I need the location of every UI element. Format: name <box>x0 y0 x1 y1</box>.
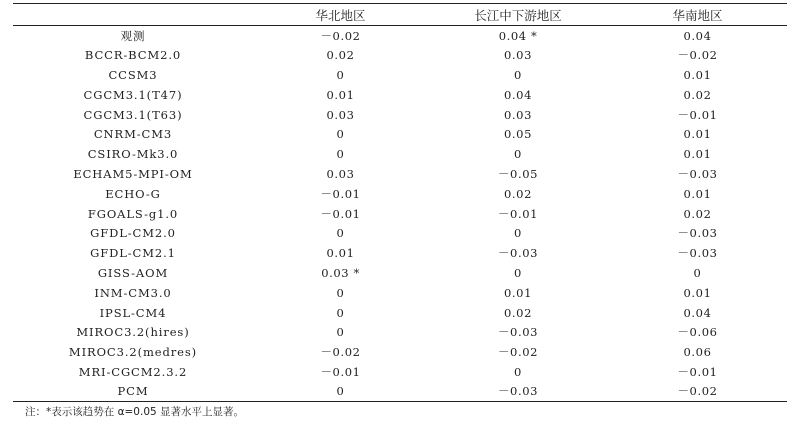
table-row <box>13 124 787 144</box>
table-row <box>13 204 787 224</box>
table-row <box>13 243 787 263</box>
model-name: GFDL-CM2.1 <box>90 246 176 261</box>
yangtze-value: －0.03 <box>428 382 608 402</box>
table-row <box>13 85 787 105</box>
model-name: MIROC3.2(hires) <box>76 325 190 340</box>
yangtze-value: －0.03 <box>497 246 539 261</box>
south-china-value: －0.01 <box>677 107 718 122</box>
table-row <box>13 263 787 283</box>
yangtze-value: －0.01 <box>497 206 539 221</box>
south-china-value: －0.03 <box>677 246 718 261</box>
model-name: ECHO-G <box>105 186 161 201</box>
yangtze-value: 0.05 <box>503 127 532 142</box>
north-china-value: 0 <box>336 285 345 300</box>
north-china-value: －0.01 <box>320 364 361 379</box>
north-china-value: －0.02 <box>320 345 361 360</box>
south-china-value: 0.01 <box>683 186 712 201</box>
south-china-value: －0.02 <box>677 48 718 63</box>
model-name: CGCM3.1(T47) <box>83 87 183 102</box>
yangtze-value: 0 <box>514 265 522 280</box>
table-row <box>13 342 787 362</box>
south-china-value: 0.02 <box>683 87 712 102</box>
north-china-value: 0.03 <box>326 166 355 181</box>
north-china-value: 0 <box>336 325 345 340</box>
yangtze-value: 0 <box>514 364 522 379</box>
table-header-row <box>13 4 787 26</box>
model-name: CCSM3 <box>108 67 158 82</box>
north-china-value: －0.02 <box>320 28 361 43</box>
south-china-value: 0.06 <box>683 345 712 360</box>
yangtze-value: －0.05 <box>497 166 539 181</box>
model-name: CSIRO-Mk3.0 <box>87 147 179 162</box>
north-china-value: 0 <box>336 127 345 142</box>
north-china-value: 0 <box>336 67 345 82</box>
table-row <box>13 184 787 204</box>
header-south-china: 华南地区 <box>608 4 787 26</box>
south-china-value: 0.01 <box>683 147 712 162</box>
south-china-value: －0.06 <box>677 325 718 340</box>
table-row <box>13 26 787 46</box>
south-china-value: 0 <box>693 265 702 280</box>
yangtze-value: 0.04 <box>503 87 532 102</box>
south-china-value: 0.04 <box>683 28 712 43</box>
yangtze-value: 0.03 <box>503 48 532 63</box>
model-name: PCM <box>13 382 253 402</box>
table-row <box>13 362 787 382</box>
north-china-value: 0.03 * <box>321 265 360 280</box>
south-china-value: 0.01 <box>683 127 712 142</box>
north-china-value: 0 <box>336 226 345 241</box>
header-model <box>13 4 253 26</box>
table-row <box>13 382 787 402</box>
model-name: BCCR-BCM2.0 <box>84 48 182 63</box>
model-name: GISS-AOM <box>97 265 169 280</box>
table-row <box>13 283 787 303</box>
south-china-value: －0.02 <box>608 382 787 402</box>
north-china-value: 0.01 <box>326 246 355 261</box>
trend-table <box>13 3 787 402</box>
north-china-value: 0 <box>336 147 345 162</box>
header-yangtze-region: 长江中下游地区 <box>428 4 608 26</box>
table-row <box>13 303 787 323</box>
south-china-value: 0.01 <box>683 67 712 82</box>
north-china-value: －0.01 <box>320 206 361 221</box>
yangtze-value: 0.04 * <box>498 28 538 43</box>
yangtze-value: －0.02 <box>497 345 539 360</box>
north-china-value: 0.01 <box>326 87 355 102</box>
table-row <box>13 223 787 243</box>
model-name: FGOALS-g1.0 <box>87 206 179 221</box>
table-row <box>13 105 787 125</box>
yangtze-value: 0.02 <box>503 305 532 320</box>
south-china-value: 0.02 <box>683 206 712 221</box>
table-row <box>13 45 787 65</box>
model-name: ECHAM5-MPI-OM <box>73 166 193 181</box>
trend-table-container <box>13 3 787 402</box>
yangtze-value: －0.03 <box>497 325 539 340</box>
south-china-value: －0.01 <box>677 364 718 379</box>
north-china-value: 0.03 <box>326 107 355 122</box>
model-name: CGCM3.1(T63) <box>83 107 183 122</box>
south-china-value: 0.01 <box>683 285 712 300</box>
model-name: GFDL-CM2.0 <box>90 226 176 241</box>
yangtze-value: 0.01 <box>503 285 532 300</box>
yangtze-value: 0 <box>514 226 522 241</box>
yangtze-value: 0.02 <box>503 186 532 201</box>
yangtze-value: 0.03 <box>503 107 532 122</box>
table-footnote: 注：*表示该趋势在 α=0.05 显著水平上显著。 <box>25 406 245 418</box>
south-china-value: －0.03 <box>677 226 718 241</box>
north-china-value: 0.02 <box>326 48 355 63</box>
table-body <box>13 26 787 402</box>
table-row <box>13 65 787 85</box>
model-name: MIROC3.2(medres) <box>68 345 198 360</box>
model-name: 观测 <box>120 28 146 43</box>
table-row <box>13 322 787 342</box>
north-china-value: 0 <box>253 382 428 402</box>
south-china-value: －0.03 <box>677 166 718 181</box>
yangtze-value: 0 <box>514 147 522 162</box>
model-name: IPSL-CM4 <box>99 305 167 320</box>
north-china-value: 0 <box>336 305 345 320</box>
header-north-china: 华北地区 <box>253 4 428 26</box>
table-row <box>13 164 787 184</box>
north-china-value: －0.01 <box>320 186 361 201</box>
model-name: CNRM-CM3 <box>93 127 173 142</box>
yangtze-value: 0 <box>514 67 522 82</box>
table-row <box>13 144 787 164</box>
south-china-value: 0.04 <box>683 305 712 320</box>
model-name: MRI-CGCM2.3.2 <box>78 364 188 379</box>
model-name: INM-CM3.0 <box>94 285 172 300</box>
